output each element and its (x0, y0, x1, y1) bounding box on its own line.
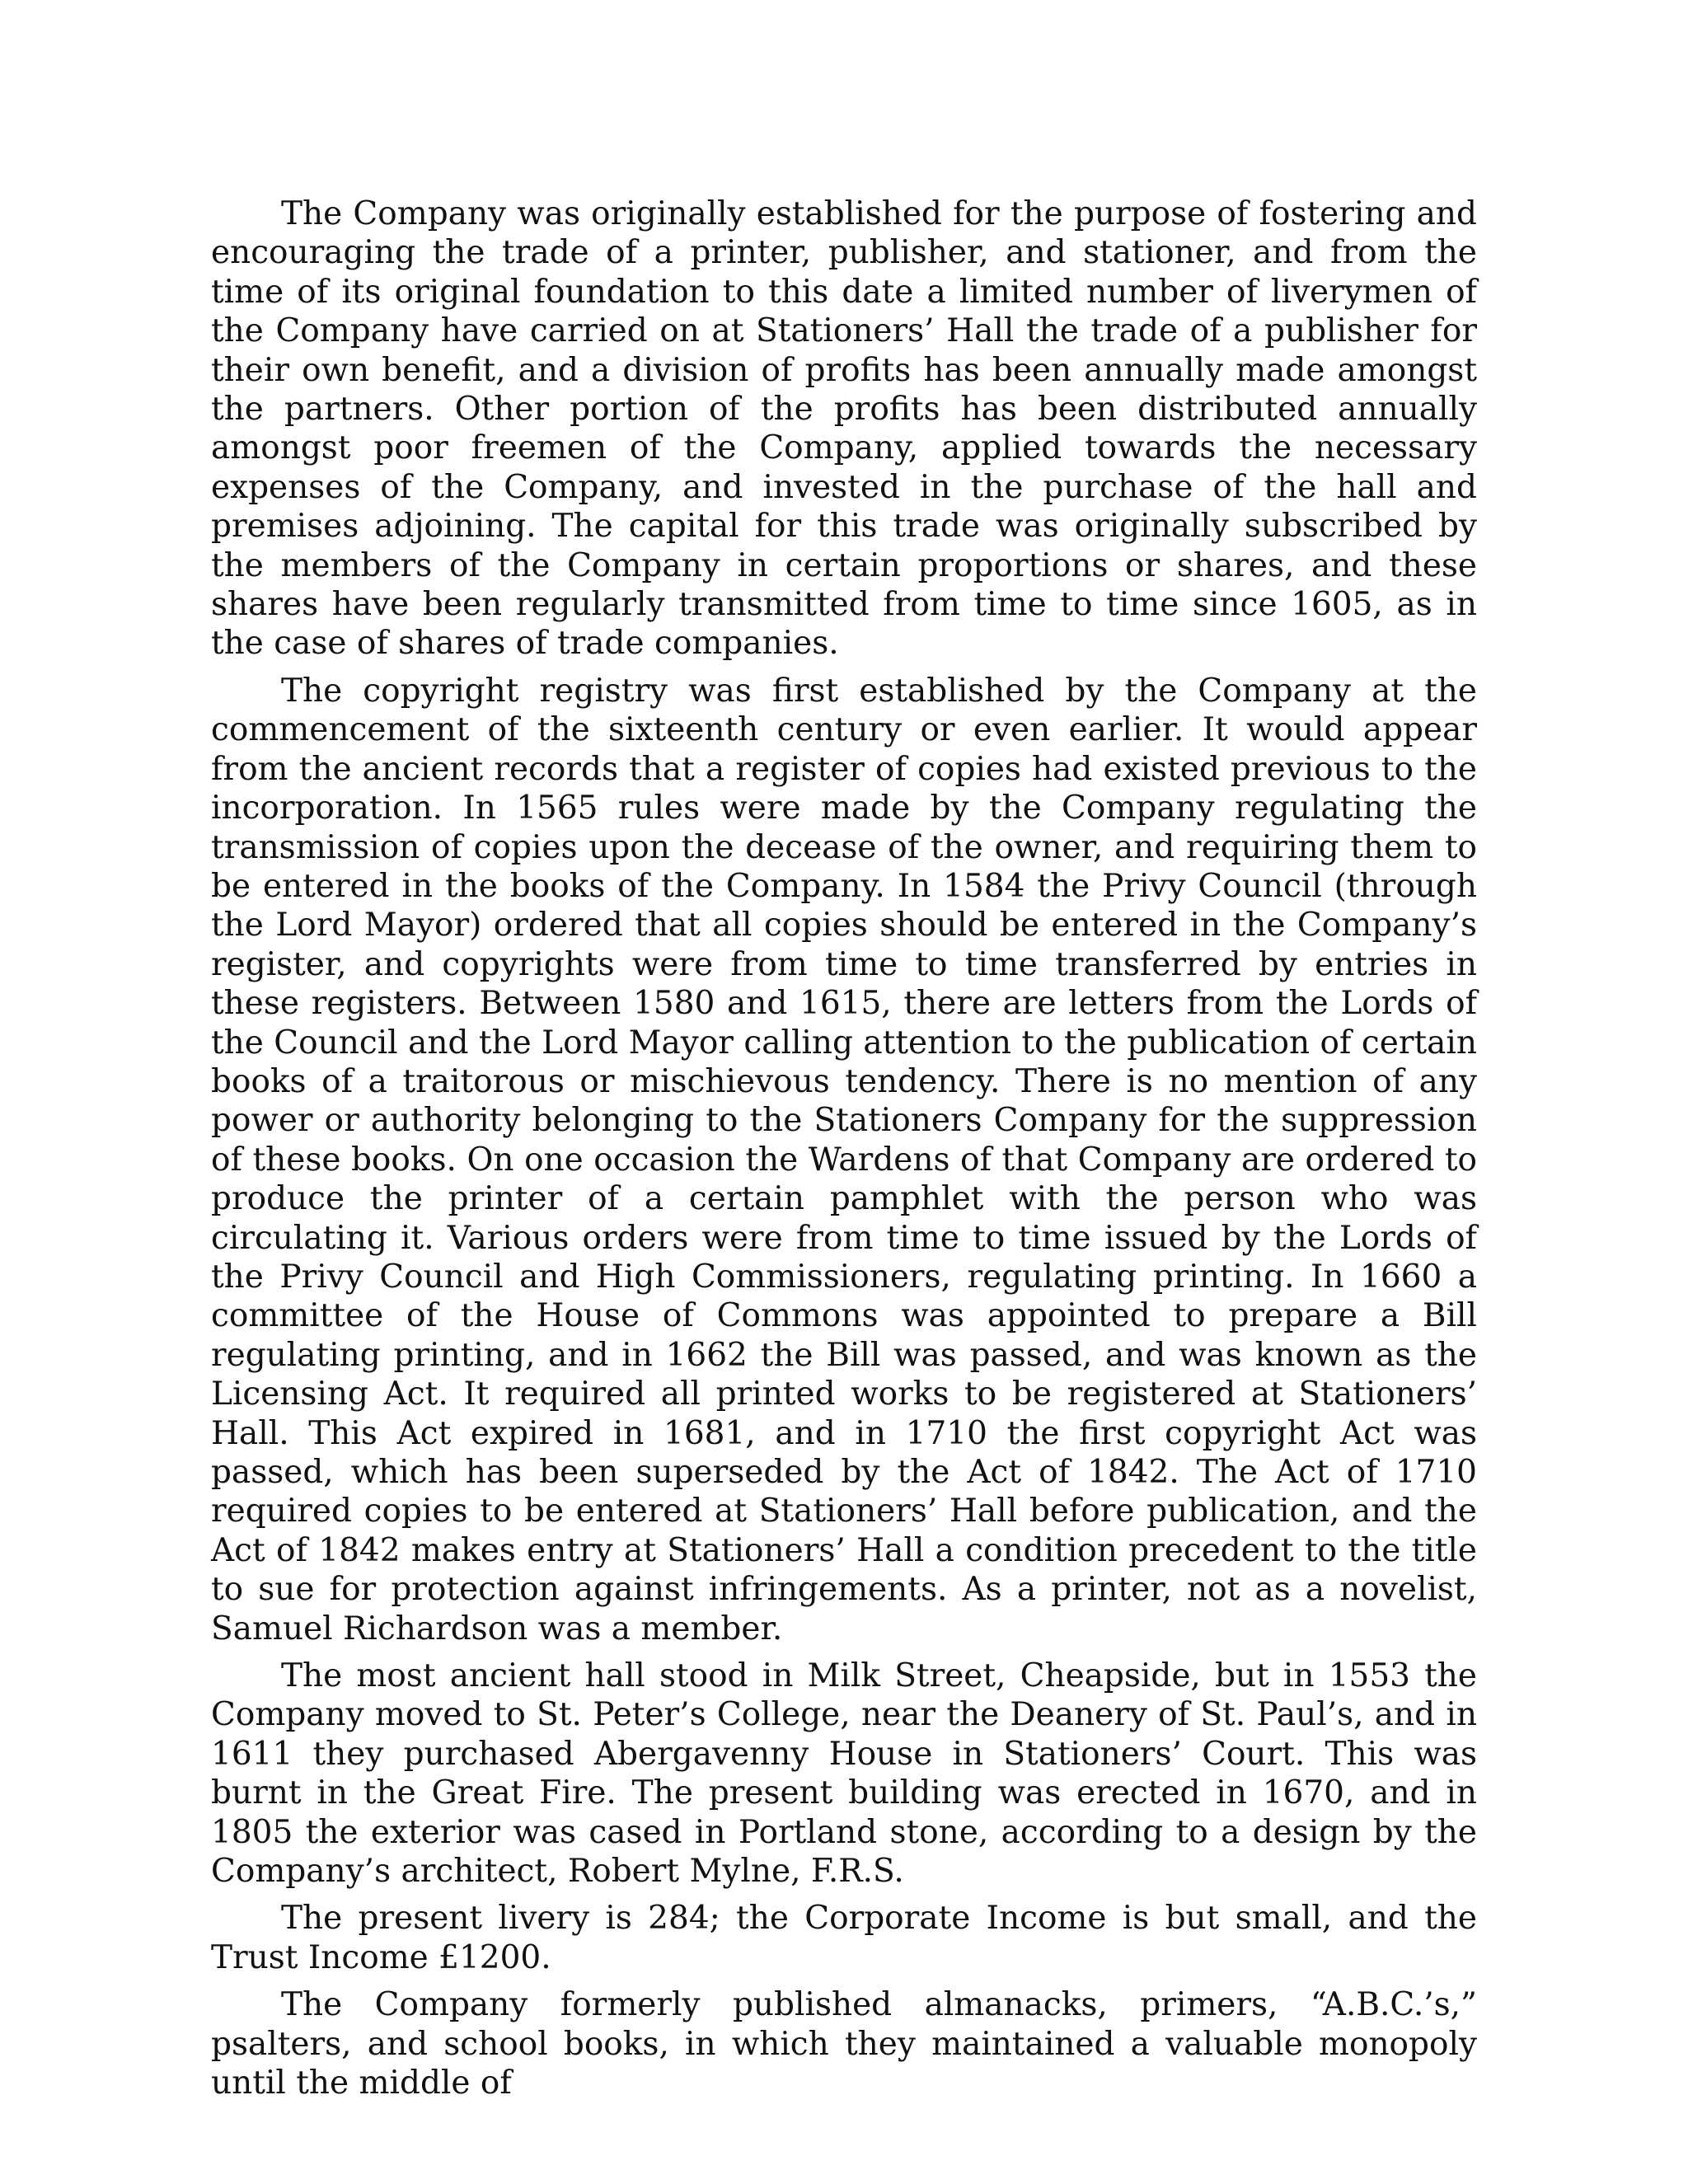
paragraph-copyright-registry: The copyright registry was first established by the Company at the commencement of the sixteenth century or even earlier. It would appear from the ancient records that a register of copies had existed previous to the incorporation. In 1565 rules were made by the Company regulating the transmission of copies upon the decease of the owner, and requiring them to be entered in the books of the Company. In 1584 the Privy Council (through the Lord Mayor) ordered that all copies should be entered in the Company’s register, and copyrights were from time to time transferred by entries in these registers. Between 1580 and 1615, there are letters from the Lords of the Council and the Lord Mayor calling attention to the publication of certain books of a traitorous or mischievous tendency. There is no mention of any power or authority belonging to the Stationers Company for the suppression of these books. On one occasion the Wardens of that Company are ordered to produce the printer of a certain pamphlet with the person who was circulating it. Various orders were from time to time issued by the Lords of the Privy Council and High Commissioners, regulating printing. In 1660 a committee of the House of Commons was appointed to prepare a Bill regulating printing, and in 1662 the Bill was passed, and was known as the Licensing Act. It required all printed works to be registered at Stationers’ Hall. This Act expired in 1681, and in 1710 the first copyright Act was passed, which has been superseded by the Act of 1842. The Act of 1710 required copies to be entered at Stationers’ Hall before publication, and the Act of 1842 makes entry at Stationers’ Hall a condition precedent to the title to sue for protection against infringements. As a printer, not as a novelist, Samuel Richardson was a member. (211, 672, 1477, 1647)
paragraph-hall-history: The most ancient hall stood in Milk Street, Cheapside, but in 1553 the Company moved to St. Peter’s College, near the Deanery of St. Paul’s, and in 1611 they purchased Abergavenny House in Stationers’ Court. This was burnt in the Great Fire. The present building was erected in 1670, and in 1805 the exterior was cased in Portland stone, according to a design by the Company’s architect, Robert Mylne, F.R.S. (211, 1657, 1477, 1891)
paragraph-company-trade: The Company was originally established for the purpose of fostering and encouraging the trade of a printer, publisher, and stationer, and from the time of its original foundation to this date a limited number of liverymen of the Company have carried on at Stationers’ Hall the trade of a publisher for their own benefit, and a division of profits has been annually made amongst the partners. Other portion of the profits has been distributed annually amongst poor freemen of the Company, applied towards the necessary expenses of the Company, and invested in the purchase of the hall and premises adjoining. The capital for this trade was originally subscribed by the members of the Company in certain proportions or shares, and these shares have been regularly transmitted from time to time since 1605, as in the case of shares of trade companies. (211, 195, 1477, 663)
paragraph-publications: The Company formerly published almanacks, primers, “A.B.C.’s,” psalters, and school books, in which they maintained a valuable monopoly until the middle of (211, 1986, 1477, 2102)
body-text (211, 194, 1477, 2103)
paragraph-livery-income: The present livery is 284; the Corporate Income is but small, and the Trust Income £1200. (211, 1900, 1477, 1976)
